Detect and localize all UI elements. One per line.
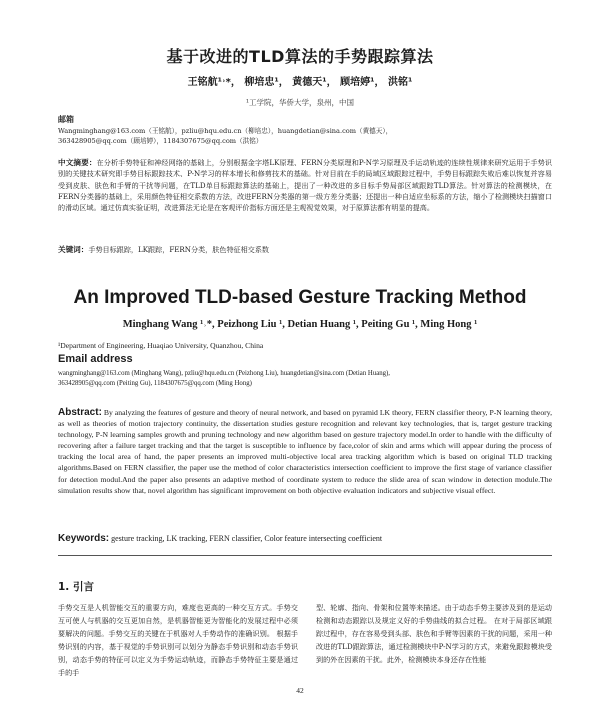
chinese-email-block <box>58 126 558 146</box>
english-title: An Improved TLD-based Gesture Tracking Method <box>73 287 527 308</box>
english-keywords <box>58 533 382 544</box>
chinese-email-line: Wangminghang@163.com（王铭航），pzliu@hqu.edu.cn（柳培忠），huangdetian@sina.com（黄德天）， <box>58 127 393 135</box>
english-email-block <box>58 369 558 390</box>
body-column-left: 手势交互是人机智能交互的重要方向，难度也更高的一种交互方式。手势交互可使人与机器的交互更加自然，是机器智能更为智能化的发展过程中必须要解决的问题。手势交互的关键在于机器对人手势动作的准确识别。 根据手势识别的内容，基于视觉的手势识别可以划分为静态手势识别和动态手势识别，动态手势的特征可以定义为手势运动轨迹，而静态手势特征主要是通过手的手 <box>58 603 298 677</box>
body-column-right: 型、轮廓、指向、骨架和位置等来描述。由于动态手势主要涉及到的是运动检测和动态跟踪以及规定义好的手势曲线的拟合过程。 在对于局部区域跟踪过程中，存在容易受到头部、肤色和手臂等因素的干扰的问题，采用一种改进的TLD跟踪算法，通过检测模块中P-N学习的方式，来避免跟踪模块受到的外在因素的干扰。此外，检测模块本身还存在性能 <box>316 603 552 664</box>
chinese-keywords-text: 手势目标跟踪，LK跟踪，FERN分类，肤色特征相交系数 <box>88 245 270 254</box>
chinese-title: 基于改进的TLD算法的手势跟踪算法 <box>166 47 434 66</box>
english-authors: Minghang Wang ¹˒*, Peizhong Liu ¹, Detian Huang ¹, Peiting Gu ¹, Ming Hong ¹ <box>122 319 478 330</box>
chinese-email-line: 363428905@qq.com（顾培婷），1184307675@qq.com（洪铭） <box>58 137 263 145</box>
chinese-email-label: 邮箱 <box>58 115 74 124</box>
chinese-abstract <box>58 157 552 213</box>
chinese-keywords <box>58 244 269 255</box>
email-address-heading: Email address <box>58 353 133 365</box>
english-keywords-text: gesture tracking, LK tracking, FERN classifier, Color feature intersecting coefficient <box>111 534 383 543</box>
chinese-authors: 王铭航¹˒*， 柳培忠¹， 黄德天¹， 顾培婷¹， 洪铭¹ <box>187 77 413 88</box>
english-abstract-text: By analyzing the features of gesture and theory of neural network, and based on pyramid LK theory, FERN classifier theory, P-N learning theory, as well as theories of motion trajectory continuity, the dissertation studies gesture recognition and relevant key technologies, that is, target gesture tracking technology, P-N learning samples growth and pruning technology and new algorithm based on gesture trajectory model.In order to handle with the difficulty of recovering after a failure target tracking and that the target is susceptible to influence by face,color of skin and arms which will appear during the process of tracking the local area of hand, the paper presents an improved multi-objective local area tracking algorithm which is based on original TLD tracking algorithms.Based on FERN classifier, the paper use the method of color characteristics intersection coefficient to improve the first stage of variance classifier for detection modul.And the paper also presents an adaptive method of coordinate system to reduce the slide area of scan window in detection module.The simulation results show that, novel algorithm has significant improvement on both objective evaluation indicators and subjective visual effect. <box>58 408 553 495</box>
english-email-line: wangminghang@163.com (Minghang Wang), pzliu@hqu.edu.cn (Peizhong Liu), huangdetian@sina.com (Detian Huang), <box>58 370 391 377</box>
section-heading: 1. 引言 <box>58 581 94 593</box>
english-email-line: 363428905@qq.com (Peiting Gu), 1184307675@qq.com (Ming Hong) <box>58 380 252 388</box>
page-number: 42 <box>296 686 304 695</box>
english-abstract-label: Abstract: <box>58 407 102 418</box>
section-divider <box>58 555 552 556</box>
chinese-affiliation: ¹工学院，华侨大学，泉州，中国 <box>245 98 354 107</box>
english-keywords-label: Keywords: <box>58 533 110 544</box>
chinese-abstract-label: 中文摘要： <box>58 158 97 167</box>
english-affiliation: ¹Department of Engineering, Huaqiao University, Quanzhou, China <box>58 341 264 350</box>
english-abstract <box>58 407 552 496</box>
chinese-keywords-label: 关键词： <box>58 245 89 254</box>
chinese-abstract-text: 在分析手势特征和神经网络的基础上，分别根据金字塔LK原理、FERN分类原理和P-N学习原理及手运动轨迹的连续性规律来研究运用于手势识别的关键技术研究即手势目标跟踪技术、P-N学习的样本增长和修剪技术的基础。针对目前在手的局域区域跟踪过程中，手势目标跟踪失败后难以恢复并容易受到皮肤、肤色和手臂的干扰等问题，在TLD单目标跟踪算法的基础上，提出了一种改进的多目标手势局部区域跟踪TLD算法。针对算法的检测模块，在FERN分类器的基础上，采用颜色特征相交系数的方法，改进FERN分类器的第一级方差分类器；还提出一种自适应坐标系的方法，缩小了检测模块扫描窗口的滑动区域。通过仿真实验证明，改进算法无论是在客观评价指标方面还是主观视觉效果，对于原算法都有明显的提高。 <box>58 158 552 213</box>
